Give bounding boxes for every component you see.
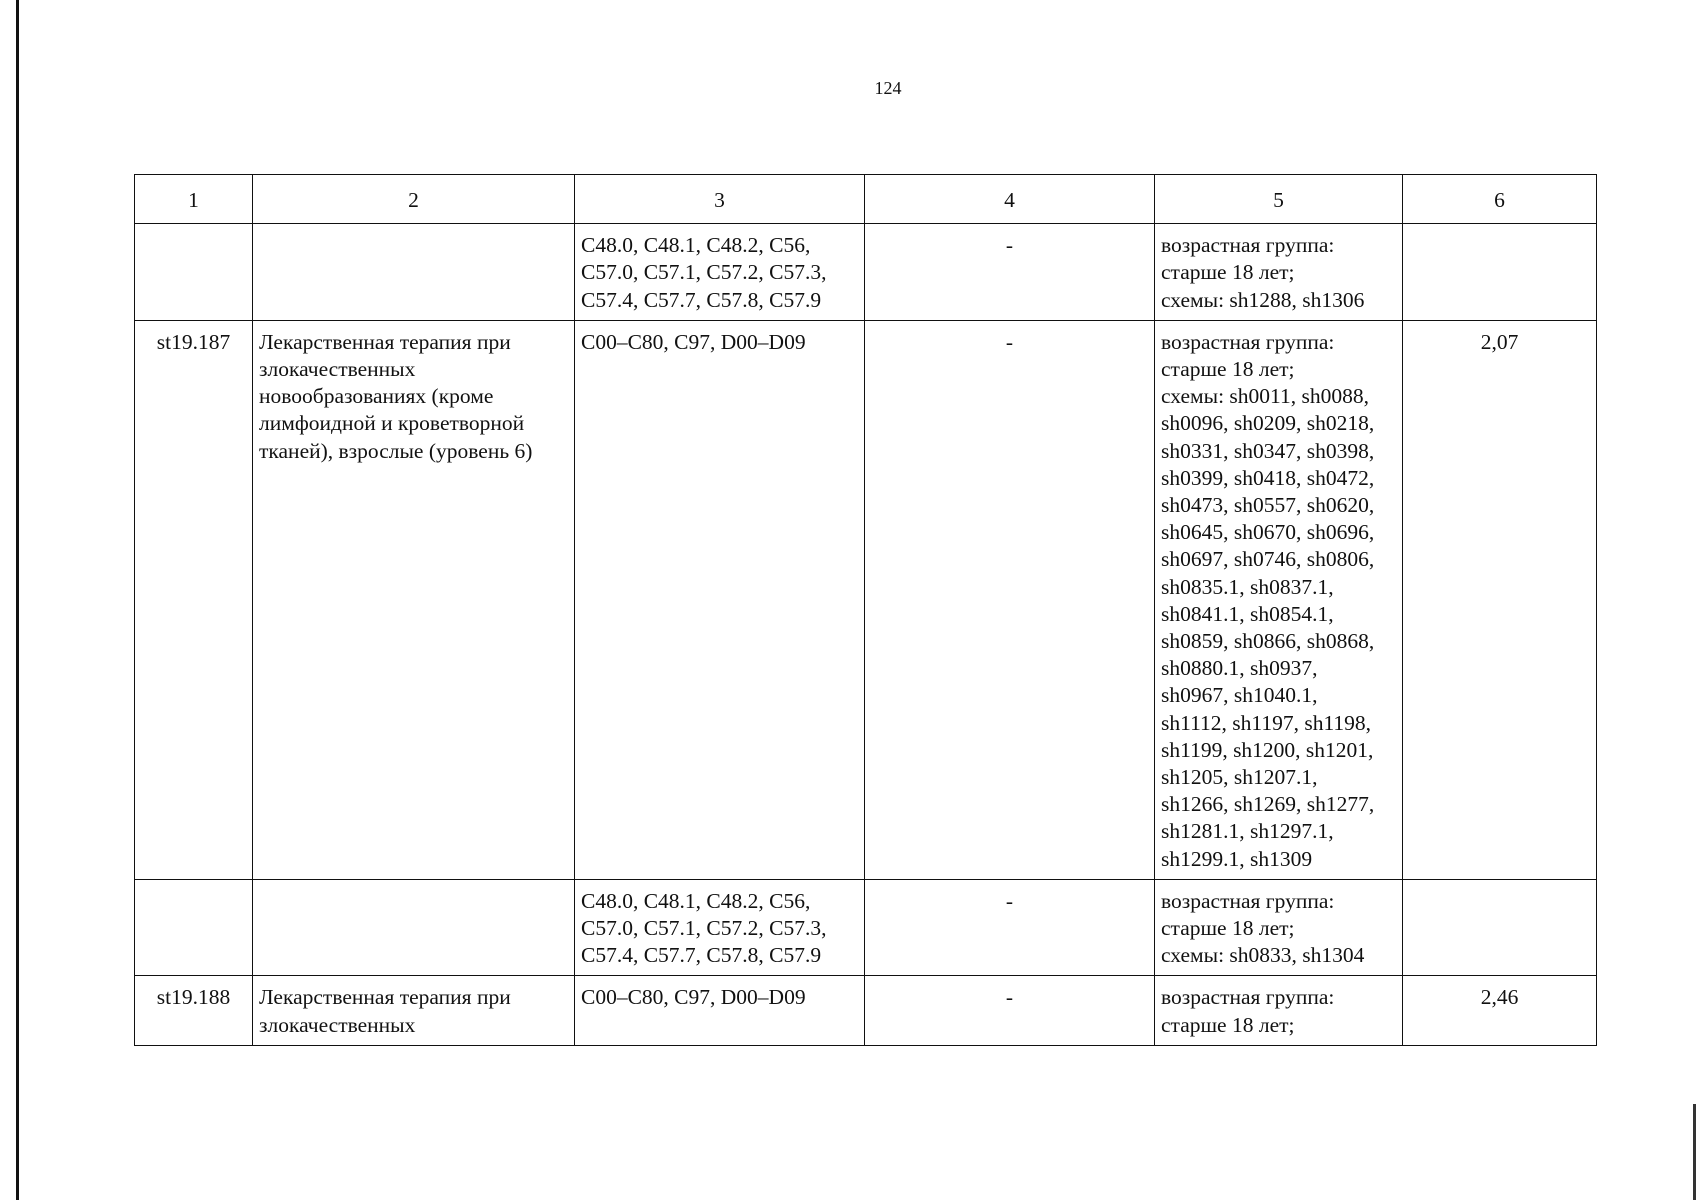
row-code: st19.187 [135,320,253,879]
row-name [253,224,575,321]
row-coefficient [1403,224,1597,321]
table-row [135,879,1597,976]
row-name-line: тканей), взрослые (уровень 6) [259,438,533,463]
row-criteria-line: старше 18 лет; [1161,916,1295,941]
row-name-line: Лекарственная терапия при [259,329,511,354]
row-name-line: новообразованиях (кроме [259,384,494,409]
row-coefficient: 2,07 [1403,320,1597,879]
scan-edge-left [16,0,19,1200]
row-criteria-line: sh0835.1, sh0837.1, [1161,574,1334,599]
table-row [135,320,1597,879]
row-icd-codes [575,224,865,321]
row-criteria-line: sh1112, sh1197, sh1198, [1161,710,1372,735]
row-criteria-line: возрастная группа: [1161,233,1335,258]
page-number: 124 [874,78,902,98]
row-name-line: злокачественных [259,1012,416,1037]
row-name-line: злокачественных [259,357,416,382]
row-criteria-line: sh1205, sh1207.1, [1161,765,1318,790]
column-header-1: 1 [135,175,253,224]
row-icd-line: C00–C80, C97, D00–D09 [581,985,806,1010]
row-name [253,320,575,879]
row-icd-line: C48.0, C48.1, C48.2, C56, [581,233,811,258]
header-row [135,175,1597,224]
row-code: st19.188 [135,976,253,1045]
row-icd-line: C57.4, C57.7, C57.8, C57.9 [581,287,822,312]
row-criteria-line: sh0697, sh0746, sh0806, [1161,547,1375,572]
row-criteria-line: sh0331, sh0347, sh0398, [1161,438,1375,463]
row-icd-line: C57.0, C57.1, C57.2, C57.3, [581,260,827,285]
row-criteria-line: sh1266, sh1269, sh1277, [1161,792,1375,817]
row-other-criteria [1155,976,1403,1045]
row-icd-codes [575,879,865,976]
row-icd-codes [575,320,865,879]
column-header-3: 3 [575,175,865,224]
row-criteria-line: старше 18 лет; [1161,357,1295,382]
row-criteria-line: sh0967, sh1040.1, [1161,683,1318,708]
row-extra-criteria: - [865,224,1155,321]
row-criteria-line: sh1199, sh1200, sh1201, [1161,737,1374,762]
row-criteria-line: sh0096, sh0209, sh0218, [1161,411,1375,436]
row-criteria-line: схемы: sh0833, sh1304 [1161,943,1365,968]
column-header-5: 5 [1155,175,1403,224]
row-icd-line: C48.0, C48.1, C48.2, C56, [581,888,811,913]
row-name [253,879,575,976]
row-criteria-line: sh0880.1, sh0937, [1161,656,1318,681]
row-name [253,976,575,1045]
row-criteria-line: sh1299.1, sh1309 [1161,846,1313,871]
row-extra-criteria: - [865,976,1155,1045]
row-criteria-line: sh0859, sh0866, sh0868, [1161,629,1375,654]
row-criteria-line: возрастная группа: [1161,985,1335,1010]
row-code [135,224,253,321]
row-criteria-line: возрастная группа: [1161,329,1335,354]
row-criteria-line: старше 18 лет; [1161,260,1295,285]
row-criteria-line: sh1281.1, sh1297.1, [1161,819,1334,844]
row-criteria-line: схемы: sh1288, sh1306 [1161,287,1365,312]
row-coefficient [1403,879,1597,976]
row-criteria-line: sh0473, sh0557, sh0620, [1161,493,1375,518]
row-icd-line: C57.4, C57.7, C57.8, C57.9 [581,943,822,968]
row-other-criteria [1155,224,1403,321]
row-coefficient: 2,46 [1403,976,1597,1045]
column-header-6: 6 [1403,175,1597,224]
row-criteria-line: схемы: sh0011, sh0088, [1161,384,1369,409]
column-header-4: 4 [865,175,1155,224]
tariff-table [134,174,1597,1046]
row-other-criteria [1155,879,1403,976]
row-criteria-line: sh0399, sh0418, sh0472, [1161,465,1375,490]
row-extra-criteria: - [865,879,1155,976]
table-row [135,976,1597,1045]
row-criteria-line: старше 18 лет; [1161,1012,1295,1037]
row-icd-line: C57.0, C57.1, C57.2, C57.3, [581,916,827,941]
row-icd-line: C00–C80, C97, D00–D09 [581,329,806,354]
row-name-line: Лекарственная терапия при [259,985,511,1010]
row-criteria-line: возрастная группа: [1161,888,1335,913]
table-body [135,175,1597,1046]
column-header-2: 2 [253,175,575,224]
row-name-line: лимфоидной и кроветворной [259,411,525,436]
row-criteria-line: sh0841.1, sh0854.1, [1161,601,1334,626]
row-criteria-line: sh0645, sh0670, sh0696, [1161,520,1375,545]
row-extra-criteria: - [865,320,1155,879]
row-other-criteria [1155,320,1403,879]
row-code [135,879,253,976]
row-icd-codes [575,976,865,1045]
table-row [135,224,1597,321]
